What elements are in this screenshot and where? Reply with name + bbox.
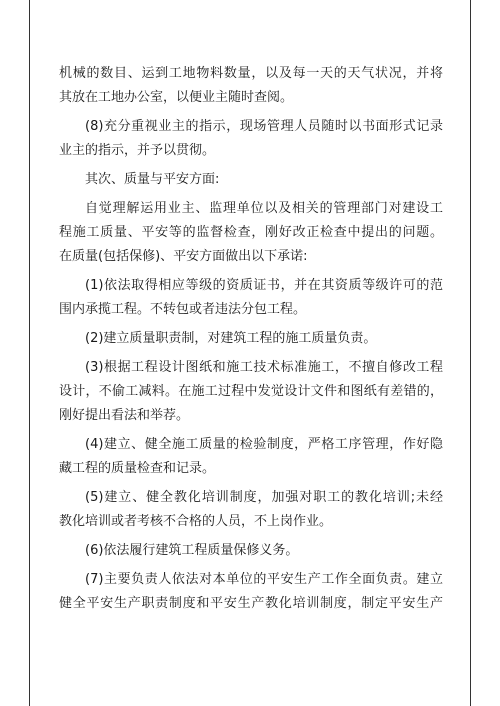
text-line: (2)建立质量职责制，对建筑工程的施工质量负责。 — [85, 331, 377, 346]
paragraph-item-5 — [59, 486, 443, 534]
paragraph-item-2 — [59, 327, 443, 351]
section-heading: 其次、质量与平安方面: — [85, 172, 220, 187]
text-line: 设计，不偷工减料。在施工过程中发觉设计文件和图纸有差错的， — [59, 384, 443, 399]
text-line: 其放在工地办公室，以便业主随时查阅。 — [59, 90, 294, 105]
page-border-right — [470, 0, 471, 706]
text-line: (7)主要负责人依法对本单位的平安生产工作全面负责。建立 — [85, 572, 443, 587]
text-line: (8)充分重视业主的指示，现场管理人员随时以书面形式记录 — [85, 119, 443, 134]
paragraph-item-1 — [59, 274, 443, 322]
paragraph-item-8 — [59, 115, 443, 163]
text-line: (6)依法履行建筑工程质量保修义务。 — [85, 543, 299, 558]
text-line: 教化培训或者考核不合格的人员，不上岗作业。 — [59, 514, 333, 529]
page-border-left — [29, 0, 30, 706]
paragraph-item-6 — [59, 539, 443, 563]
text-line: 程施工质量、平安等的监督检查，刚好改正检查中提出的问题。 — [59, 225, 443, 240]
paragraph-weather-log — [59, 62, 443, 110]
section-heading-quality-safety — [59, 168, 443, 192]
text-line: (1)依法取得相应等级的资质证书，并在其资质等级许可的范 — [85, 278, 443, 293]
text-line: 自觉理解运用业主、监理单位以及相关的管理部门对建设工 — [85, 201, 443, 216]
text-line: 藏工程的质量检查和记录。 — [59, 461, 216, 476]
paragraph-item-3 — [59, 356, 443, 428]
text-line: 业主的指示，并予以贯彻。 — [59, 143, 216, 158]
paragraph-item-7 — [59, 568, 443, 616]
document-body — [59, 62, 443, 621]
text-line: 刚好提出看法和举荐。 — [59, 408, 190, 423]
paragraph-item-4 — [59, 433, 443, 481]
text-line: (5)建立、健全教化培训制度，加强对职工的教化培训;未经 — [85, 490, 443, 505]
text-line: 健全平安生产职责制度和平安生产教化培训制度，制定平安生产 — [59, 596, 443, 611]
text-line: (4)建立、健全施工质量的检验制度，严格工序管理，作好隐 — [85, 437, 443, 452]
text-line: 在质量(包括保修)、平安方面做出以下承诺: — [59, 249, 308, 264]
paragraph-commitments-intro — [59, 197, 443, 269]
text-line: 围内承揽工程。不转包或者违法分包工程。 — [59, 302, 307, 317]
text-line: (3)根据工程设计图纸和施工技术标准施工，不擅自修改工程 — [85, 360, 443, 375]
text-line: 机械的数目、运到工地物料数量，以及每一天的天气状况，并将 — [59, 66, 443, 81]
